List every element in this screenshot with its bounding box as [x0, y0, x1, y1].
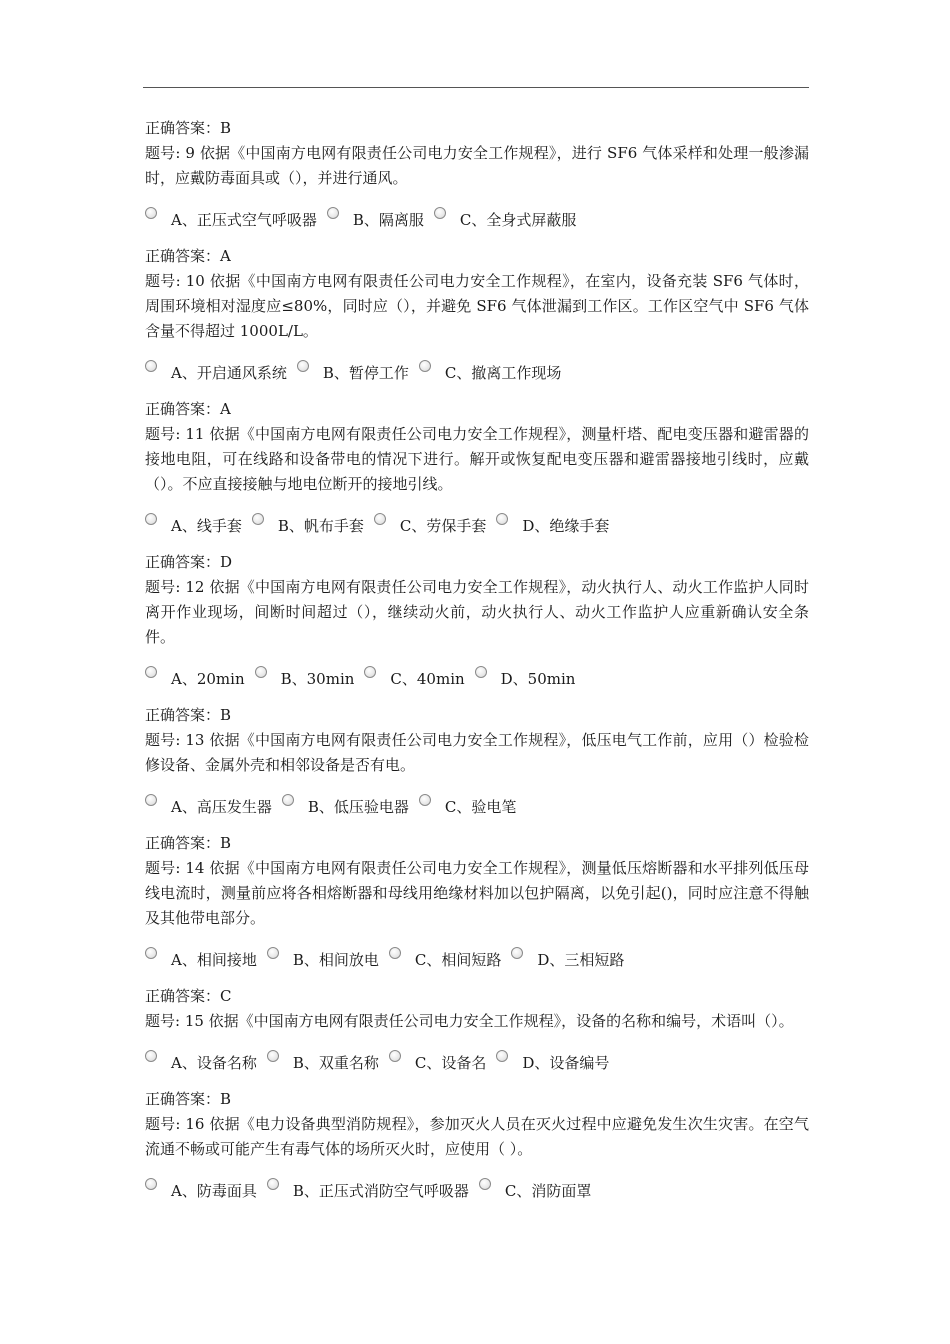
answer-line: 正确答案：A [145, 247, 231, 265]
option-label: B、正压式消防空气呼吸器 [292, 1181, 469, 1200]
answer-option[interactable] [145, 1179, 257, 1204]
answer-option[interactable] [145, 1051, 257, 1076]
radio-button-icon[interactable] [364, 666, 376, 678]
answer-option[interactable] [419, 361, 561, 386]
option-row [145, 1047, 809, 1079]
option-row [145, 357, 809, 389]
answer-option[interactable] [496, 1051, 609, 1076]
option-label: A、线手套 [171, 516, 242, 535]
option-label: D、三相短路 [537, 950, 625, 969]
radio-button-icon[interactable] [145, 207, 157, 219]
answer-option[interactable] [267, 1179, 469, 1204]
radio-button-icon[interactable] [255, 666, 267, 678]
option-label: C、全身式屏蔽服 [459, 210, 577, 229]
option-label: D、50min [500, 669, 576, 688]
option-label: A、20min [171, 669, 245, 688]
answer-option[interactable] [479, 1179, 591, 1204]
option-label: D、设备编号 [522, 1053, 610, 1072]
answer-option[interactable] [297, 361, 409, 386]
answer-option[interactable] [267, 948, 379, 973]
option-row [145, 510, 809, 542]
option-label: C、设备名 [414, 1053, 487, 1072]
option-label: C、劳保手套 [399, 516, 487, 535]
answer-option[interactable] [389, 1051, 486, 1076]
header-divider [143, 87, 809, 88]
option-label: D、绝缘手套 [522, 516, 610, 535]
radio-button-icon[interactable] [475, 666, 487, 678]
answer-option[interactable] [496, 514, 609, 539]
radio-button-icon[interactable] [145, 1178, 157, 1190]
question-text: 题号: 16 依据《电力设备典型消防规程》，参加灭火人员在灭火过程中应避免发生次生灾害。在空气流通不畅或可能产生有毒气体的场所灭火时，应使用（ ）。 [145, 1115, 809, 1158]
question-text: 题号: 9 依据《中国南方电网有限责任公司电力安全工作规程》，进行 SF6 气体采样和处理一般渗漏时，应戴防毒面具或（），并进行通风。 [145, 144, 809, 187]
option-label: A、防毒面具 [171, 1181, 257, 1200]
option-label: B、帆布手套 [277, 516, 364, 535]
radio-button-icon[interactable] [145, 1050, 157, 1062]
radio-button-icon[interactable] [479, 1178, 491, 1190]
option-row [145, 204, 809, 236]
radio-button-icon[interactable] [419, 360, 431, 372]
radio-button-icon[interactable] [374, 513, 386, 525]
option-label: B、相间放电 [292, 950, 379, 969]
answer-option[interactable] [434, 208, 576, 233]
answer-option[interactable] [145, 208, 317, 233]
option-label: A、正压式空气呼吸器 [171, 210, 317, 229]
option-label: C、消防面罩 [504, 1181, 592, 1200]
question-text: 题号: 11 依据《中国南方电网有限责任公司电力安全工作规程》，测量杆塔、配电变压器和避雷器的接地电阻，可在线路和设备带电的情况下进行。解开或恢复配电变压器和避雷器接地引线时，应戴（）。不应直接接触与地电位断开的接地引线。 [145, 425, 809, 493]
option-label: B、30min [280, 669, 355, 688]
answer-option[interactable] [364, 667, 464, 692]
answer-line: 正确答案：C [145, 987, 232, 1005]
radio-button-icon[interactable] [282, 794, 294, 806]
option-label: B、低压验电器 [307, 797, 409, 816]
answer-option[interactable] [145, 361, 287, 386]
option-label: C、撤离工作现场 [444, 363, 562, 382]
answer-option[interactable] [255, 667, 355, 692]
answer-line: 正确答案：A [145, 400, 231, 418]
radio-button-icon[interactable] [145, 360, 157, 372]
answer-option[interactable] [145, 795, 272, 820]
option-label: B、双重名称 [292, 1053, 379, 1072]
question-text: 题号: 14 依据《中国南方电网有限责任公司电力安全工作规程》，测量低压熔断器和水平排列低压母线电流时，测量前应将各相熔断器和母线用绝缘材料加以包护隔离，以免引起()，同时应注意不得触及其他带电部分。 [145, 859, 809, 927]
radio-button-icon[interactable] [389, 947, 401, 959]
answer-option[interactable] [389, 948, 501, 973]
radio-button-icon[interactable] [267, 1050, 279, 1062]
answer-option[interactable] [419, 795, 516, 820]
radio-button-icon[interactable] [511, 947, 523, 959]
radio-button-icon[interactable] [434, 207, 446, 219]
option-label: B、隔离服 [352, 210, 424, 229]
answer-line: 正确答案：B [145, 706, 232, 724]
answer-line: 正确答案：B [145, 1090, 232, 1108]
option-row [145, 944, 809, 976]
option-row [145, 1175, 809, 1207]
question-text: 题号: 12 依据《中国南方电网有限责任公司电力安全工作规程》，动火执行人、动火工作监护人同时离开作业现场，间断时间超过（），继续动火前，动火执行人、动火工作监护人应重新确认安全条件。 [145, 578, 809, 646]
option-label: C、相间短路 [414, 950, 502, 969]
radio-button-icon[interactable] [419, 794, 431, 806]
radio-button-icon[interactable] [145, 947, 157, 959]
radio-button-icon[interactable] [267, 947, 279, 959]
radio-button-icon[interactable] [145, 794, 157, 806]
option-label: A、设备名称 [171, 1053, 257, 1072]
answer-option[interactable] [282, 795, 409, 820]
radio-button-icon[interactable] [297, 360, 309, 372]
answer-option[interactable] [511, 948, 624, 973]
radio-button-icon[interactable] [496, 513, 508, 525]
answer-option[interactable] [267, 1051, 379, 1076]
option-row [145, 791, 809, 823]
option-row [145, 663, 809, 695]
answer-option[interactable] [145, 514, 242, 539]
question-text: 题号: 13 依据《中国南方电网有限责任公司电力安全工作规程》，低压电气工作前，应用（）检验检修设备、金属外壳和相邻设备是否有电。 [145, 731, 809, 774]
answer-option[interactable] [327, 208, 424, 233]
radio-button-icon[interactable] [496, 1050, 508, 1062]
answer-option[interactable] [374, 514, 486, 539]
quiz-content [145, 116, 809, 1215]
answer-option[interactable] [252, 514, 364, 539]
option-label: C、40min [390, 669, 465, 688]
radio-button-icon[interactable] [327, 207, 339, 219]
question-text: 题号: 10 依据《中国南方电网有限责任公司电力安全工作规程》，在室内，设备充装 SF6 气体时，周围环境相对湿度应≤80%，同时应（），并避免 SF6 气体泄漏到工作区。工作区空气中 SF6 气体含量不得超过 1000L/L。 [145, 272, 809, 340]
option-label: B、暂停工作 [322, 363, 409, 382]
answer-option[interactable] [145, 667, 245, 692]
answer-option[interactable] [475, 667, 576, 692]
radio-button-icon[interactable] [389, 1050, 401, 1062]
option-label: A、高压发生器 [171, 797, 272, 816]
option-label: A、开启通风系统 [171, 363, 287, 382]
answer-option[interactable] [145, 948, 257, 973]
answer-line: 正确答案：B [145, 834, 232, 852]
question-text: 题号: 15 依据《中国南方电网有限责任公司电力安全工作规程》，设备的名称和编号，术语叫（）。 [145, 1012, 794, 1030]
radio-button-icon[interactable] [252, 513, 264, 525]
radio-button-icon[interactable] [145, 513, 157, 525]
radio-button-icon[interactable] [267, 1178, 279, 1190]
radio-button-icon[interactable] [145, 666, 157, 678]
option-label: C、验电笔 [444, 797, 517, 816]
option-label: A、相间接地 [171, 950, 257, 969]
answer-line: 正确答案：D [145, 553, 233, 571]
answer-line: 正确答案：B [145, 119, 232, 137]
